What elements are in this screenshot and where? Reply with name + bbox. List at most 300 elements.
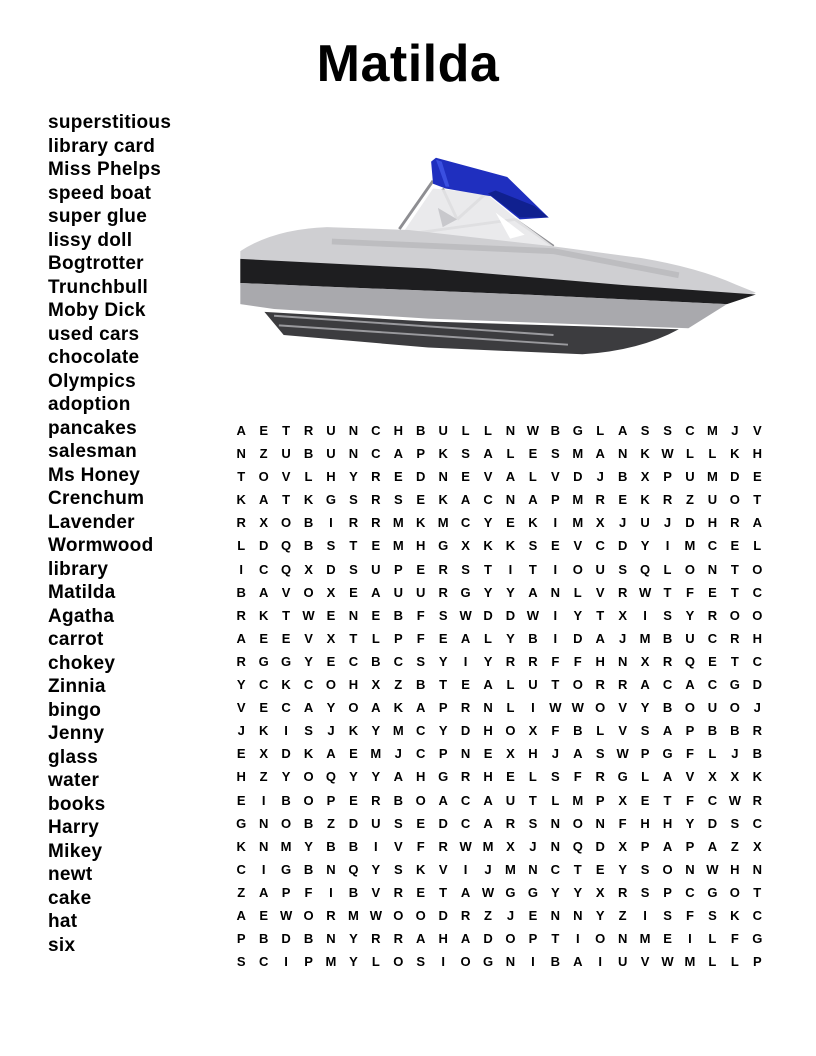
- grid-cell: A: [752, 515, 762, 531]
- grid-cell: C: [483, 492, 493, 508]
- grid-cell: L: [663, 561, 672, 577]
- grid-cell: R: [752, 723, 762, 739]
- grid-cell: F: [730, 931, 739, 947]
- grid-cell: X: [595, 884, 605, 900]
- grid-cell: C: [281, 700, 291, 716]
- grid-cell: R: [617, 677, 628, 693]
- word-list-item: Miss Phelps: [48, 159, 162, 180]
- grid-cell: R: [393, 884, 403, 900]
- grid-cell: E: [438, 630, 448, 646]
- grid-cell: O: [752, 561, 763, 577]
- grid-cell: A: [662, 769, 673, 785]
- grid-cell: Y: [438, 723, 448, 739]
- grid-cell: C: [416, 723, 426, 739]
- grid-cell: S: [528, 815, 538, 831]
- grid-cell: C: [595, 538, 605, 554]
- grid-cell: E: [259, 907, 268, 923]
- grid-cell: D: [730, 469, 740, 485]
- grid-cell: A: [393, 769, 403, 785]
- grid-cell: M: [505, 861, 516, 877]
- grid-cell: T: [484, 561, 492, 577]
- grid-cell: Y: [349, 469, 358, 485]
- grid-cell: H: [483, 723, 493, 739]
- grid-cell: K: [236, 492, 246, 508]
- grid-cell: P: [595, 792, 605, 808]
- grid-cell: R: [617, 584, 628, 600]
- grid-cell: B: [662, 700, 673, 716]
- grid-cell: T: [439, 884, 448, 900]
- grid-cell: C: [460, 515, 471, 531]
- grid-cell: J: [731, 423, 739, 438]
- grid-cell: L: [596, 723, 605, 739]
- grid-cell: T: [528, 792, 537, 808]
- grid-cell: A: [258, 492, 269, 508]
- grid-cell: Q: [572, 838, 583, 854]
- grid-cell: G: [505, 884, 516, 900]
- grid-cell: T: [282, 423, 291, 438]
- grid-cell: N: [505, 423, 516, 438]
- grid-cell: Y: [506, 630, 515, 646]
- grid-cell: N: [617, 931, 628, 947]
- grid-cell: F: [573, 653, 582, 669]
- grid-cell: H: [416, 769, 426, 785]
- word-list-item: books: [48, 793, 106, 815]
- grid-cell: J: [596, 469, 604, 485]
- grid-cell: M: [706, 469, 718, 485]
- grid-cell: B: [303, 538, 314, 554]
- grid-cell: B: [258, 931, 269, 947]
- grid-cell: Z: [237, 884, 246, 900]
- word-list-item: Ms Honey: [48, 464, 141, 486]
- grid-cell: O: [258, 469, 269, 485]
- grid-cell: K: [640, 446, 650, 462]
- grid-cell: E: [281, 630, 291, 646]
- grid-cell: A: [528, 492, 538, 508]
- grid-cell: I: [329, 884, 333, 900]
- grid-cell: D: [595, 838, 605, 854]
- grid-cell: D: [573, 469, 583, 485]
- grid-cell: E: [730, 538, 740, 554]
- grid-cell: K: [730, 907, 740, 923]
- grid-cell: Z: [730, 838, 739, 854]
- grid-cell: N: [258, 815, 269, 831]
- grid-cell: M: [392, 538, 404, 554]
- grid-cell: G: [572, 423, 583, 438]
- grid-cell: R: [595, 677, 605, 693]
- word-list-item: Moby Dick: [48, 300, 146, 321]
- grid-cell: A: [258, 884, 269, 900]
- grid-cell: B: [752, 746, 762, 762]
- grid-cell: B: [303, 446, 314, 462]
- grid-cell: L: [304, 469, 313, 485]
- grid-cell: G: [617, 769, 628, 785]
- grid-cell: P: [304, 954, 313, 970]
- grid-cell: G: [281, 861, 292, 877]
- grid-cell: Y: [573, 884, 583, 900]
- grid-cell: F: [685, 907, 694, 923]
- grid-cell: S: [393, 861, 403, 877]
- word-list-item: pancakes: [48, 417, 138, 439]
- grid-cell: I: [463, 653, 468, 669]
- grid-cell: P: [438, 700, 448, 716]
- grid-cell: Q: [281, 538, 292, 554]
- grid-cell: X: [752, 838, 762, 854]
- grid-cell: E: [595, 861, 605, 877]
- grid-cell: J: [551, 746, 559, 762]
- word-list-item: super glue: [48, 206, 148, 227]
- grid-cell: H: [752, 446, 762, 462]
- grid-cell: W: [481, 884, 495, 900]
- grid-row: [230, 789, 769, 812]
- grid-cell: B: [303, 861, 314, 877]
- grid-cell: O: [752, 607, 763, 623]
- grid-cell: X: [506, 746, 515, 762]
- grid-cell: C: [752, 815, 762, 831]
- grid-cell: U: [707, 492, 718, 508]
- grid-cell: X: [461, 538, 470, 554]
- grid-cell: A: [505, 469, 516, 485]
- grid-cell: U: [685, 630, 695, 646]
- grid-cell: A: [460, 931, 471, 947]
- grid-cell: K: [258, 607, 269, 623]
- grid-cell: D: [617, 538, 628, 554]
- grid-cell: I: [531, 954, 535, 970]
- grid-cell: Y: [685, 607, 695, 623]
- grid-cell: P: [528, 931, 538, 947]
- grid-cell: E: [528, 907, 538, 923]
- grid-cell: A: [236, 423, 246, 438]
- grid-cell: S: [640, 423, 650, 438]
- grid-cell: W: [459, 838, 472, 854]
- grid-cell: I: [508, 561, 513, 577]
- grid-cell: C: [752, 907, 762, 923]
- grid-cell: R: [662, 653, 673, 669]
- grid-cell: B: [348, 884, 359, 900]
- grid-cell: S: [640, 723, 650, 739]
- grid-cell: C: [258, 954, 269, 970]
- grid-cell: N: [326, 931, 336, 947]
- grid-cell: I: [553, 515, 558, 531]
- grid-cell: R: [595, 492, 605, 508]
- grid-cell: N: [573, 907, 583, 923]
- grid-cell: I: [239, 561, 244, 577]
- grid-cell: R: [460, 769, 471, 785]
- grid-cell: Z: [326, 815, 335, 831]
- grid-cell: A: [416, 700, 426, 716]
- grid-cell: U: [371, 561, 381, 577]
- grid-cell: M: [392, 723, 404, 739]
- grid-cell: L: [506, 677, 515, 693]
- grid-cell: V: [640, 954, 650, 970]
- grid-cell: O: [662, 861, 673, 877]
- grid-cell: S: [663, 607, 672, 623]
- grid-cell: U: [528, 677, 538, 693]
- grid-cell: U: [393, 584, 403, 600]
- word-list-item: speed boat: [48, 182, 152, 204]
- grid-cell: A: [326, 746, 336, 762]
- grid-cell: R: [371, 469, 381, 485]
- grid-cell: B: [550, 423, 561, 438]
- grid-cell: A: [617, 423, 628, 438]
- grid-cell: W: [661, 446, 674, 462]
- grid-cell: A: [483, 815, 493, 831]
- grid-cell: E: [708, 653, 717, 669]
- grid-cell: L: [641, 769, 650, 785]
- grid-cell: T: [753, 492, 762, 508]
- grid-cell: P: [685, 723, 695, 739]
- grid-cell: T: [282, 492, 291, 508]
- grid-cell: I: [598, 954, 603, 970]
- grid-cell: N: [550, 838, 561, 854]
- grid-cell: S: [461, 446, 470, 462]
- grid-cell: K: [281, 677, 291, 693]
- grid-cell: C: [752, 584, 762, 600]
- grid-cell: F: [685, 746, 694, 762]
- grid-cell: U: [617, 954, 628, 970]
- grid-cell: E: [371, 607, 381, 623]
- grid-cell: R: [303, 423, 314, 438]
- grid-cell: F: [551, 723, 560, 739]
- grid-cell: Y: [236, 677, 246, 693]
- grid-cell: Y: [281, 769, 291, 785]
- grid-cell: I: [463, 861, 468, 877]
- grid-cell: R: [371, 792, 381, 808]
- grid-cell: L: [371, 630, 380, 646]
- grid-cell: V: [371, 884, 381, 900]
- grid-cell: V: [752, 423, 762, 438]
- grid-cell: K: [505, 538, 516, 554]
- grid-cell: V: [573, 538, 583, 554]
- grid-cell: Y: [349, 769, 358, 785]
- grid-cell: B: [348, 838, 359, 854]
- grid-cell: L: [528, 469, 537, 485]
- grid-cell: I: [575, 931, 580, 947]
- grid-cell: K: [483, 538, 493, 554]
- grid-cell: C: [258, 677, 269, 693]
- grid-cell: N: [752, 861, 762, 877]
- grid-cell: U: [281, 446, 291, 462]
- word-list-item: Wormwood: [48, 535, 154, 556]
- grid-cell: G: [325, 492, 337, 508]
- grid-cell: S: [236, 954, 246, 970]
- grid-cell: I: [553, 561, 558, 577]
- grid-cell: O: [505, 931, 516, 947]
- grid-cell: O: [572, 815, 583, 831]
- grid-cell: C: [371, 423, 381, 438]
- grid-cell: E: [393, 469, 403, 485]
- grid-cell: R: [730, 515, 740, 531]
- grid-cell: F: [416, 607, 425, 623]
- word-list-item: chokey: [48, 652, 116, 674]
- grid-cell: N: [326, 861, 336, 877]
- word-list-item: carrot: [48, 629, 104, 650]
- grid-cell: W: [302, 607, 315, 623]
- grid-cell: Y: [573, 607, 583, 623]
- grid-cell: L: [708, 746, 717, 762]
- grid-cell: J: [529, 838, 537, 854]
- grid-cell: B: [416, 677, 426, 693]
- grid-cell: O: [281, 815, 292, 831]
- grid-cell: L: [753, 538, 762, 554]
- grid-cell: C: [258, 561, 269, 577]
- grid-cell: L: [484, 630, 492, 646]
- grid-cell: V: [236, 700, 246, 716]
- grid-cell: R: [236, 515, 246, 531]
- grid-cell: F: [416, 838, 425, 854]
- grid-cell: E: [349, 584, 358, 600]
- grid-cell: K: [438, 446, 448, 462]
- grid-cell: H: [528, 746, 538, 762]
- word-list-item: Mikey: [48, 840, 103, 862]
- grid-cell: D: [326, 561, 336, 577]
- grid-row: [230, 465, 769, 488]
- word-list-item: Harry: [48, 817, 100, 838]
- grid-row: [230, 742, 769, 765]
- grid-cell: B: [662, 630, 673, 646]
- grid-cell: I: [643, 907, 647, 923]
- grid-cell: X: [506, 838, 515, 854]
- grid-cell: P: [551, 492, 560, 508]
- grid-cell: O: [684, 561, 696, 577]
- grid-row: [230, 442, 769, 465]
- word-list-item: Trunchbull: [48, 276, 149, 298]
- grid-cell: P: [393, 630, 403, 646]
- grid-cell: Y: [326, 700, 336, 716]
- grid-cell: L: [237, 538, 246, 554]
- grid-cell: H: [348, 677, 359, 693]
- grid-cell: Y: [371, 861, 381, 877]
- grid-cell: O: [460, 954, 471, 970]
- grid-cell: J: [506, 907, 515, 923]
- grid-cell: S: [595, 746, 605, 762]
- grid-cell: F: [416, 630, 425, 646]
- grid-row: [230, 627, 769, 650]
- grid-cell: N: [438, 469, 448, 485]
- grid-cell: N: [483, 700, 493, 716]
- grid-cell: T: [551, 931, 560, 947]
- grid-cell: S: [528, 538, 538, 554]
- grid-cell: A: [460, 492, 471, 508]
- grid-cell: M: [706, 423, 718, 438]
- grid-cell: L: [506, 700, 515, 716]
- grid-cell: Y: [483, 584, 493, 600]
- grid-cell: A: [236, 630, 246, 646]
- grid-row: [230, 604, 769, 627]
- grid-cell: I: [665, 538, 670, 554]
- grid-cell: J: [663, 515, 672, 531]
- grid-cell: S: [640, 861, 650, 877]
- grid-cell: R: [438, 561, 448, 577]
- grid-cell: S: [349, 492, 358, 508]
- grid-cell: D: [348, 815, 359, 831]
- grid-cell: S: [551, 769, 560, 785]
- grid-cell: S: [416, 653, 426, 669]
- grid-cell: O: [415, 792, 426, 808]
- grid-cell: P: [236, 931, 246, 947]
- grid-cell: S: [393, 492, 403, 508]
- grid-cell: H: [483, 769, 493, 785]
- grid-cell: P: [438, 746, 448, 762]
- grid-cell: O: [303, 769, 314, 785]
- grid-cell: I: [531, 700, 535, 716]
- word-list: [48, 111, 171, 957]
- grid-cell: M: [572, 792, 584, 808]
- grid-cell: T: [730, 584, 739, 600]
- grid-cell: P: [663, 884, 672, 900]
- grid-cell: I: [284, 954, 288, 970]
- word-list-item: Jenny: [48, 723, 105, 744]
- grid-cell: R: [438, 838, 448, 854]
- grid-cell: O: [729, 700, 740, 716]
- grid-cell: H: [326, 469, 336, 485]
- grid-cell: J: [619, 630, 627, 646]
- grid-cell: P: [685, 838, 695, 854]
- grid-cell: U: [438, 423, 448, 438]
- grid-cell: V: [551, 469, 560, 485]
- grid-cell: R: [707, 607, 718, 623]
- grid-row: [230, 581, 769, 604]
- grid-cell: N: [348, 423, 359, 438]
- grid-cell: U: [326, 446, 336, 462]
- grid-cell: A: [460, 884, 471, 900]
- grid-cell: C: [707, 792, 718, 808]
- grid-cell: G: [460, 584, 471, 600]
- grid-cell: W: [616, 746, 629, 762]
- grid-cell: S: [618, 561, 627, 577]
- grid-cell: S: [349, 561, 358, 577]
- grid-cell: E: [416, 561, 426, 577]
- grid-cell: K: [393, 700, 403, 716]
- grid-cell: H: [393, 423, 403, 438]
- grid-cell: O: [303, 792, 314, 808]
- grid-cell: X: [326, 630, 336, 646]
- grid-cell: Y: [483, 653, 493, 669]
- grid-cell: V: [595, 584, 605, 600]
- word-list-item: salesman: [48, 441, 138, 462]
- grid-cell: Y: [304, 653, 313, 669]
- word-list-item: Olympics: [48, 370, 136, 392]
- grid-cell: Q: [684, 653, 696, 669]
- grid-cell: D: [685, 515, 695, 531]
- grid-cell: W: [369, 907, 382, 923]
- grid-cell: W: [526, 423, 540, 438]
- grid-cell: T: [663, 792, 672, 808]
- speed-boat-icon: [228, 150, 773, 362]
- grid-cell: G: [729, 677, 740, 693]
- grid-cell: H: [707, 515, 718, 531]
- grid-cell: K: [416, 515, 426, 531]
- word-list-item: superstitious: [48, 112, 172, 133]
- grid-cell: R: [438, 584, 448, 600]
- grid-cell: C: [707, 677, 718, 693]
- grid-row: [230, 835, 769, 858]
- grid-cell: A: [393, 446, 403, 462]
- grid-cell: V: [438, 861, 448, 877]
- grid-row: [230, 534, 769, 557]
- grid-cell: E: [506, 769, 515, 785]
- grid-cell: R: [371, 931, 381, 947]
- grid-cell: Y: [640, 538, 650, 554]
- grid-cell: A: [685, 677, 695, 693]
- grid-cell: O: [281, 515, 292, 531]
- grid-cell: M: [572, 446, 584, 462]
- grid-cell: E: [618, 492, 627, 508]
- grid-cell: T: [528, 561, 537, 577]
- grid-cell: S: [416, 954, 426, 970]
- grid-cell: A: [416, 931, 426, 947]
- grid-cell: X: [730, 769, 740, 785]
- grid-cell: N: [528, 861, 538, 877]
